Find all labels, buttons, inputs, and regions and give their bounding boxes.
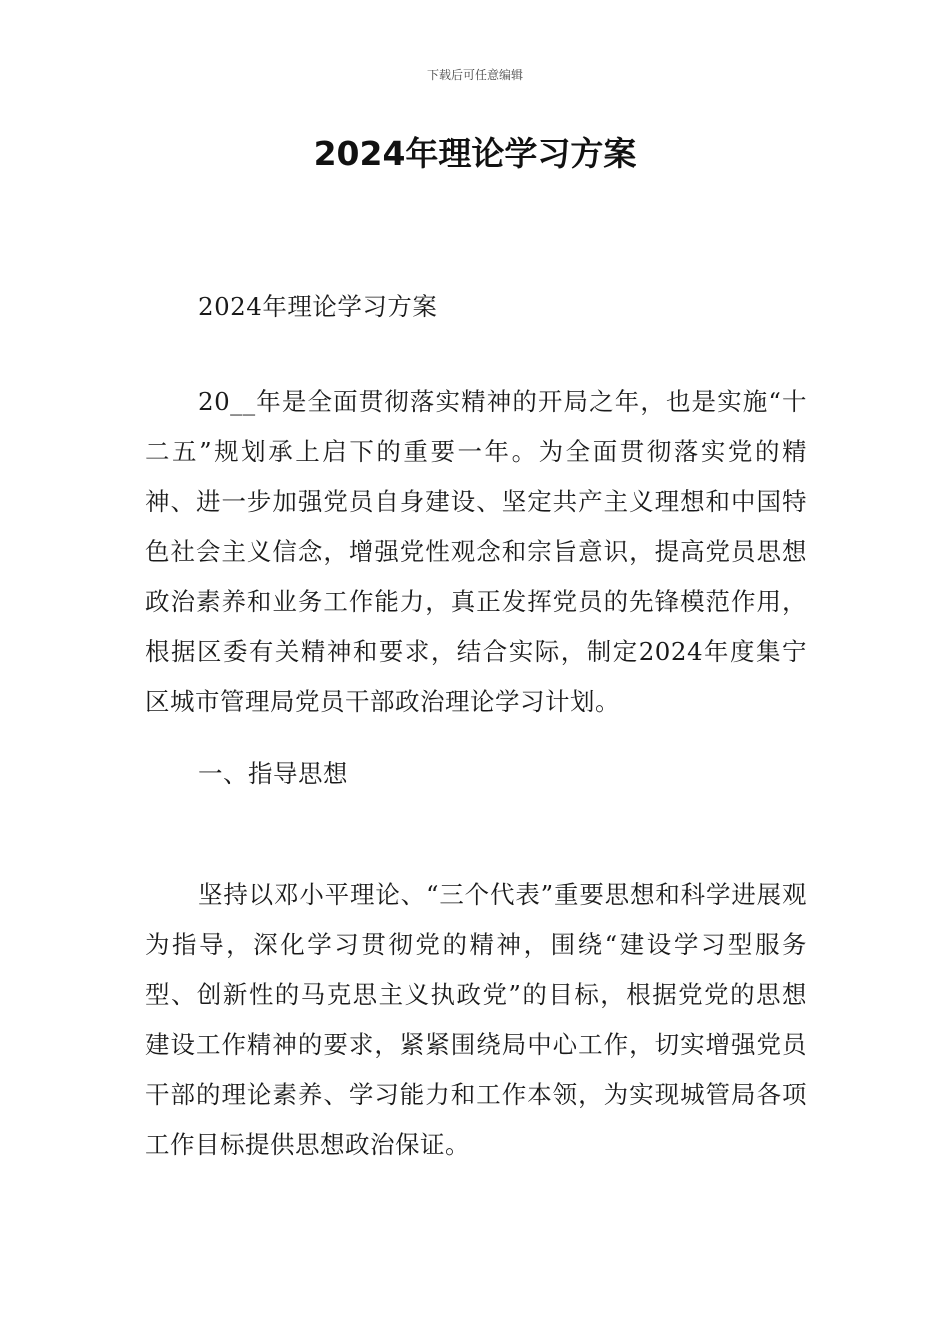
- section-heading-guiding-ideology: 一、指导思想: [198, 759, 348, 788]
- document-subtitle: 2024年理论学习方案: [198, 292, 438, 321]
- header-note: 下载后可任意编辑: [426, 68, 523, 82]
- intro-paragraph: 20__年是全面贯彻落实精神的开局之年，也是实施“十二五”规划承上启下的重要一年。为全面贯彻落实党的精神、进一步加强党员自身建设、坚定共产主义理想和中国特色社会主义信念，增强党性观念和宗旨意识，提高党员思想政治素养和业务工作能力，真正发挥党员的先锋模范作用，根据区委有关精神和要求，结合实际，制定2024年度集宁区城市管理局党员干部政治理论学习计划。: [145, 387, 807, 716]
- document-title: 2024年理论学习方案: [313, 134, 637, 173]
- guiding-ideology-paragraph: 坚持以邓小平理论、“三个代表”重要思想和科学进展观为指导，深化学习贯彻党的精神，围绕“建设学习型服务型、创新性的马克思主义执政党”的目标，根据党党的思想建设工作精神的要求，紧紧围绕局中心工作，切实增强党员干部的理论素养、学习能力和工作本领，为实现城管局各项工作目标提供思想政治保证。: [145, 880, 807, 1159]
